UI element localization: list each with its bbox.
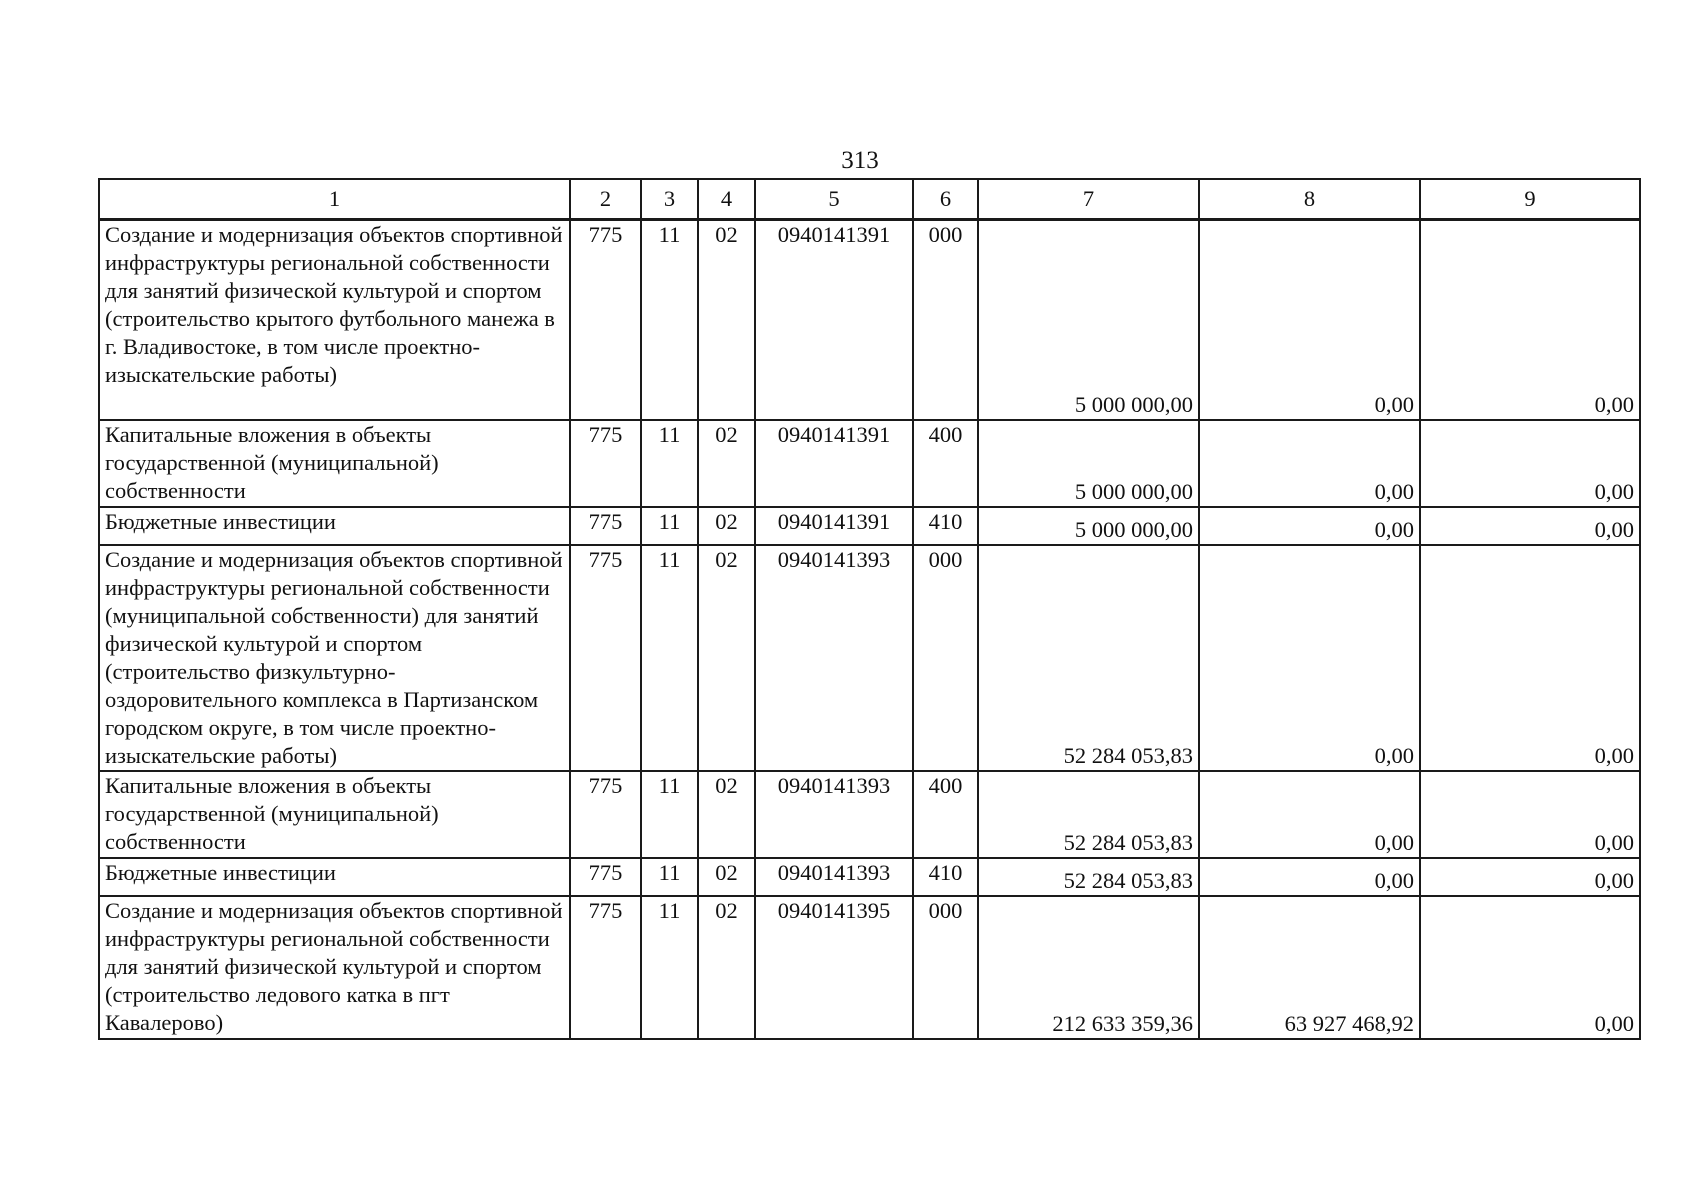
amount-col7: 52 284 053,83	[978, 771, 1199, 858]
ministry-code: 775	[570, 858, 641, 896]
ministry-code: 775	[570, 507, 641, 545]
section-code: 11	[641, 507, 698, 545]
amount-col8: 0,00	[1199, 420, 1420, 507]
page-number: 313	[841, 147, 879, 174]
expense-type-code: 000	[913, 545, 978, 771]
subsection-code: 02	[698, 545, 755, 771]
amount-col8: 0,00	[1199, 545, 1420, 771]
amount-col7: 5 000 000,00	[978, 507, 1199, 545]
target-article-code: 0940141391	[755, 220, 913, 420]
amount-col8: 0,00	[1199, 220, 1420, 420]
ministry-code: 775	[570, 771, 641, 858]
section-code: 11	[641, 220, 698, 420]
section-code: 11	[641, 896, 698, 1039]
table-row	[99, 858, 1640, 896]
ministry-code: 775	[570, 896, 641, 1039]
row-name: Капитальные вложения в объекты государственной (муниципальной) собственности	[99, 771, 570, 858]
amount-col8: 0,00	[1199, 771, 1420, 858]
amount-col9: 0,00	[1420, 771, 1640, 858]
expense-type-code: 000	[913, 896, 978, 1039]
table-row	[99, 545, 1640, 771]
column-number: 9	[1420, 179, 1640, 220]
target-article-code: 0940141395	[755, 896, 913, 1039]
column-number: 4	[698, 179, 755, 220]
column-number: 8	[1199, 179, 1420, 220]
section-code: 11	[641, 858, 698, 896]
column-number: 7	[978, 179, 1199, 220]
subsection-code: 02	[698, 896, 755, 1039]
amount-col9: 0,00	[1420, 420, 1640, 507]
column-number: 2	[570, 179, 641, 220]
expense-type-code: 000	[913, 220, 978, 420]
row-name: Бюджетные инвестиции	[99, 858, 570, 896]
expense-type-code: 400	[913, 771, 978, 858]
subsection-code: 02	[698, 771, 755, 858]
section-code: 11	[641, 771, 698, 858]
amount-col7: 5 000 000,00	[978, 220, 1199, 420]
subsection-code: 02	[698, 858, 755, 896]
target-article-code: 0940141393	[755, 858, 913, 896]
expense-type-code: 410	[913, 858, 978, 896]
target-article-code: 0940141391	[755, 507, 913, 545]
row-name: Создание и модернизация объектов спортивной инфраструктуры региональной собственности для занятий физической культурой и спортом (строительство ледового катка в пгт Кавалерово)	[99, 896, 570, 1039]
amount-col8: 0,00	[1199, 858, 1420, 896]
amount-col9: 0,00	[1420, 896, 1640, 1039]
amount-col7: 5 000 000,00	[978, 420, 1199, 507]
amount-col8: 63 927 468,92	[1199, 896, 1420, 1039]
column-number-row	[99, 179, 1640, 220]
column-number: 6	[913, 179, 978, 220]
target-article-code: 0940141393	[755, 771, 913, 858]
table-row	[99, 220, 1640, 420]
amount-col7: 52 284 053,83	[978, 858, 1199, 896]
expense-type-code: 400	[913, 420, 978, 507]
row-name: Бюджетные инвестиции	[99, 507, 570, 545]
row-name: Капитальные вложения в объекты государственной (муниципальной) собственности	[99, 420, 570, 507]
column-number: 5	[755, 179, 913, 220]
amount-col7: 52 284 053,83	[978, 545, 1199, 771]
amount-col7: 212 633 359,36	[978, 896, 1199, 1039]
ministry-code: 775	[570, 220, 641, 420]
column-number: 3	[641, 179, 698, 220]
ministry-code: 775	[570, 420, 641, 507]
subsection-code: 02	[698, 220, 755, 420]
table-row	[99, 896, 1640, 1039]
subsection-code: 02	[698, 420, 755, 507]
section-code: 11	[641, 420, 698, 507]
amount-col9: 0,00	[1420, 507, 1640, 545]
amount-col9: 0,00	[1420, 858, 1640, 896]
target-article-code: 0940141391	[755, 420, 913, 507]
table-row	[99, 507, 1640, 545]
target-article-code: 0940141393	[755, 545, 913, 771]
amount-col8: 0,00	[1199, 507, 1420, 545]
ministry-code: 775	[570, 545, 641, 771]
table-row	[99, 771, 1640, 858]
amount-col9: 0,00	[1420, 545, 1640, 771]
row-name: Создание и модернизация объектов спортивной инфраструктуры региональной собственности для занятий физической культурой и спортом (строительство крытого футбольного манежа в г. Владивостоке, в том числе проектно-изыскательские работы)	[99, 220, 570, 420]
row-name: Создание и модернизация объектов спортивной инфраструктуры региональной собственности (муниципальной собственности) для занятий физической культурой и спортом (строительство физкультурно-оздоровительного комплекса в Партизанском городском округе, в том числе проектно-изыскательские работы)	[99, 545, 570, 771]
budget-table	[98, 178, 1641, 1040]
table-row	[99, 420, 1640, 507]
expense-type-code: 410	[913, 507, 978, 545]
section-code: 11	[641, 545, 698, 771]
amount-col9: 0,00	[1420, 220, 1640, 420]
subsection-code: 02	[698, 507, 755, 545]
column-number: 1	[99, 179, 570, 220]
